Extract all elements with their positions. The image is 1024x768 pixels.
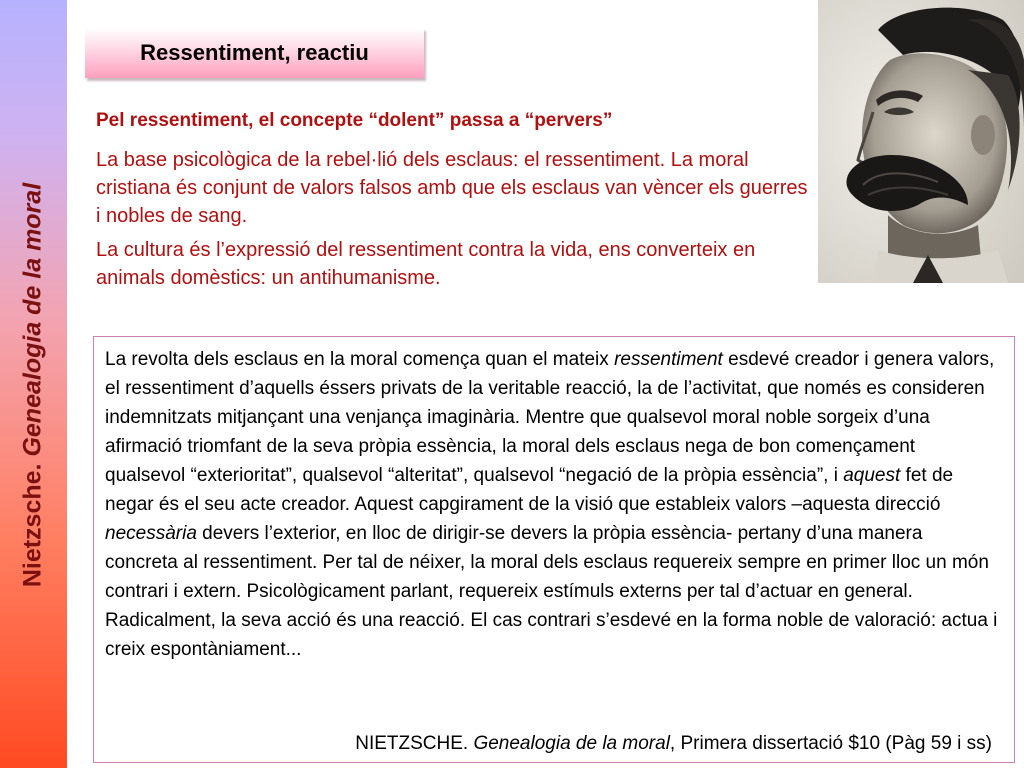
quote-emphasis: necessària bbox=[105, 523, 197, 544]
quote-segment: fet de negar és el seu acte creador. Aquest capgirament de la visió que estableix valors –aquesta direcció bbox=[105, 465, 954, 515]
sidebar-title bbox=[19, 183, 48, 587]
quote-citation bbox=[355, 730, 992, 758]
main-content bbox=[96, 108, 811, 298]
quote-text bbox=[105, 345, 1000, 664]
slide-title: Ressentiment, reactiu bbox=[140, 40, 369, 65]
sidebar-author: Nietzsche. bbox=[18, 463, 47, 588]
main-paragraph-2: La cultura és l’expressió del ressentiment contra la vida, ens converteix en animals domèstics: un antihumanisme. bbox=[96, 239, 756, 289]
main-paragraph-1: La base psicològica de la rebel·lió dels esclaus: el ressentiment. La moral cristiana és conjunt de valors falsos amb que els esclaus van vèncer els guerres i nobles de sang. bbox=[96, 149, 808, 227]
quote-emphasis: aquest bbox=[843, 465, 901, 486]
citation-detail: , Primera dissertació $10 (Pàg 59 i ss) bbox=[669, 733, 992, 754]
sidebar-work: Genealogia de la moral bbox=[18, 182, 47, 457]
citation-work: Genealogia de la moral bbox=[473, 733, 670, 754]
slide-title-box bbox=[85, 28, 424, 78]
portrait-icon bbox=[818, 0, 1024, 283]
quote-emphasis: ressentiment bbox=[614, 349, 723, 370]
sidebar bbox=[0, 0, 67, 768]
quote-box bbox=[93, 336, 1015, 763]
citation-author: NIETZSCHE. bbox=[355, 733, 474, 754]
quote-segment: La revolta dels esclaus en la moral comença quan el mateix bbox=[105, 349, 615, 370]
nietzsche-portrait bbox=[818, 0, 1024, 283]
main-heading: Pel ressentiment, el concepte “dolent” passa a “pervers” bbox=[96, 110, 613, 131]
quote-segment: devers l’exterior, en lloc de dirigir-se devers la pròpia essència- pertany d’una manera concreta al ressentiment. Per tal de néixer, la moral dels esclaus requereix sempre en primer lloc un món contrari i extern. Psicològicament parlant, requereix estímuls externs per tal d’actuar en general. Radicalment, la seva acció és una reacció. El cas contrari s’esdevé en la forma noble de valoració: actua i creix espontàniament... bbox=[105, 523, 998, 660]
quote-segment: esdevé creador i genera valors, el ressentiment d’aquells éssers privats de la veritable reacció, la de l’activitat, que només es consideren indemnitzats mitjançant una venjança imaginària. Mentre que qualsevol moral noble sorgeix d’una afirmació triomfant de la seva pròpia essència, la moral dels esclaus nega de bon començament qualsevol “exterioritat”, qualsevol “alteritat”, qualsevol “negació de la pròpia essència”, i bbox=[105, 349, 995, 486]
